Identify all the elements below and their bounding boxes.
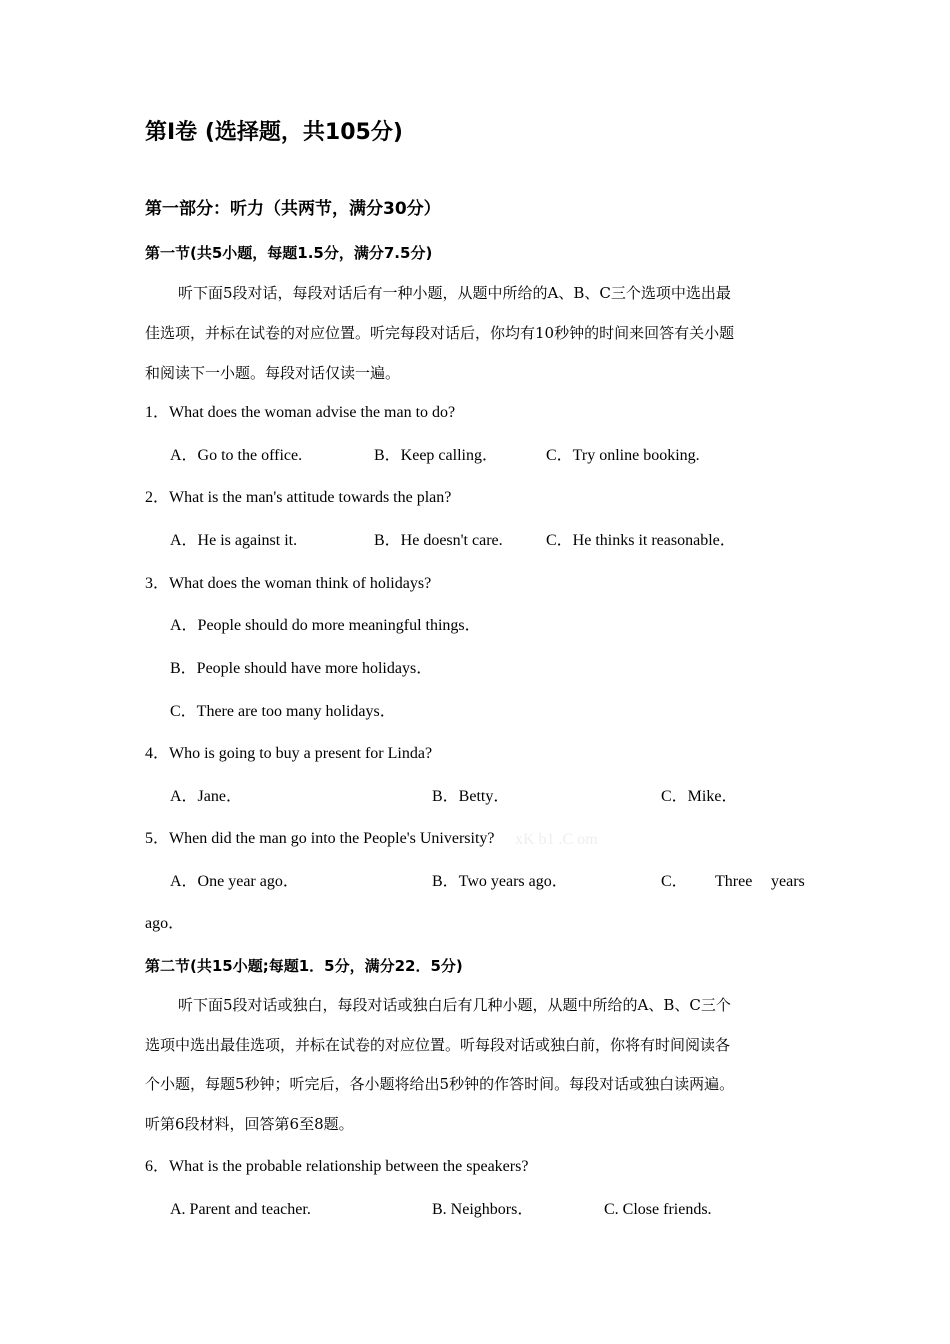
section-two-instructions-line2: 选项中选出最佳选项，并标在试卷的对应位置。听每段对话或独白前，你将有时间阅读各	[145, 1036, 731, 1054]
paper-title: 第Ⅰ卷 (选择题，共105分)	[145, 120, 403, 145]
question-1-option-b: B．Keep calling．	[374, 447, 498, 464]
question-3-option-c: C．There are too many holidays．	[170, 703, 396, 720]
question-5-stem: 5．When did the man go into the People's University?	[145, 830, 495, 847]
section-one-instructions-line1: 听下面5段对话，每段对话后有一种小题，从题中所给的A、B、C三个选项中选出最	[178, 284, 731, 302]
question-2-option-b: B．He doesn't care.	[374, 532, 503, 549]
question-5-option-c-word1: Three	[715, 873, 753, 890]
question-3-stem: 3．What does the woman think of holidays?	[145, 575, 432, 592]
question-4-option-b: B．Betty．	[432, 788, 510, 805]
section-one-instructions-line3: 和阅读下一小题。每段对话仅读一遍。	[145, 364, 401, 382]
question-1-option-c: C．Try online booking.	[546, 447, 700, 464]
question-3-option-b: B．People should have more holidays．	[170, 660, 433, 677]
question-5-option-b: B．Two years ago．	[432, 873, 568, 890]
question-5-option-c-word2: years	[771, 873, 805, 890]
question-5-option-c-word3: ago．	[145, 915, 185, 932]
question-4-stem: 4．Who is going to buy a present for Linda?	[145, 745, 433, 762]
section-two-instructions-line1: 听下面5段对话或独白，每段对话或独白后有几种小题，从题中所给的A、B、C三个	[178, 996, 731, 1014]
question-4-option-a: A．Jane．	[170, 788, 242, 805]
question-6-stem: 6．What is the probable relationship between the speakers?	[145, 1158, 529, 1175]
question-2-option-a: A．He is against it.	[170, 532, 298, 549]
question-5-option-c-label: C．	[661, 873, 688, 890]
section-two-instructions-line3: 个小题，每题5秒钟；听完后，各小题将给出5秒钟的作答时间。每段对话或独白读两遍。	[145, 1075, 735, 1093]
part-one-heading: 第一部分：听力（共两节，满分30分）	[145, 199, 441, 219]
question-4-option-c: C．Mike．	[661, 788, 738, 805]
section-two-heading: 第二节(共15小题;每题1．5分，满分22．5分)	[145, 957, 463, 975]
section-two-material-note: 听第6段材料，回答第6至8题。	[145, 1115, 354, 1133]
section-one-instructions-line2: 佳选项，并标在试卷的对应位置。听完每段对话后，你均有10秒钟的时间来回答有关小题	[145, 324, 735, 342]
question-2-stem: 2．What is the man's attitude towards the plan?	[145, 489, 452, 506]
question-6-option-c: C. Close friends.	[604, 1201, 712, 1218]
question-3-option-a: A．People should do more meaningful things．	[170, 617, 481, 634]
question-5-option-a: A．One year ago．	[170, 873, 299, 890]
section-one-heading: 第一节(共5小题，每题1.5分，满分7.5分)	[145, 244, 433, 262]
question-1-stem: 1．What does the woman advise the man to do?	[145, 404, 456, 421]
question-2-option-c: C．He thinks it reasonable．	[546, 532, 736, 549]
question-6-option-a: A. Parent and teacher.	[170, 1201, 311, 1218]
question-6-option-b: B. Neighbors．	[432, 1201, 534, 1218]
watermark-text: xK b1 .C om	[515, 831, 598, 848]
question-1-option-a: A．Go to the office.	[170, 447, 303, 464]
